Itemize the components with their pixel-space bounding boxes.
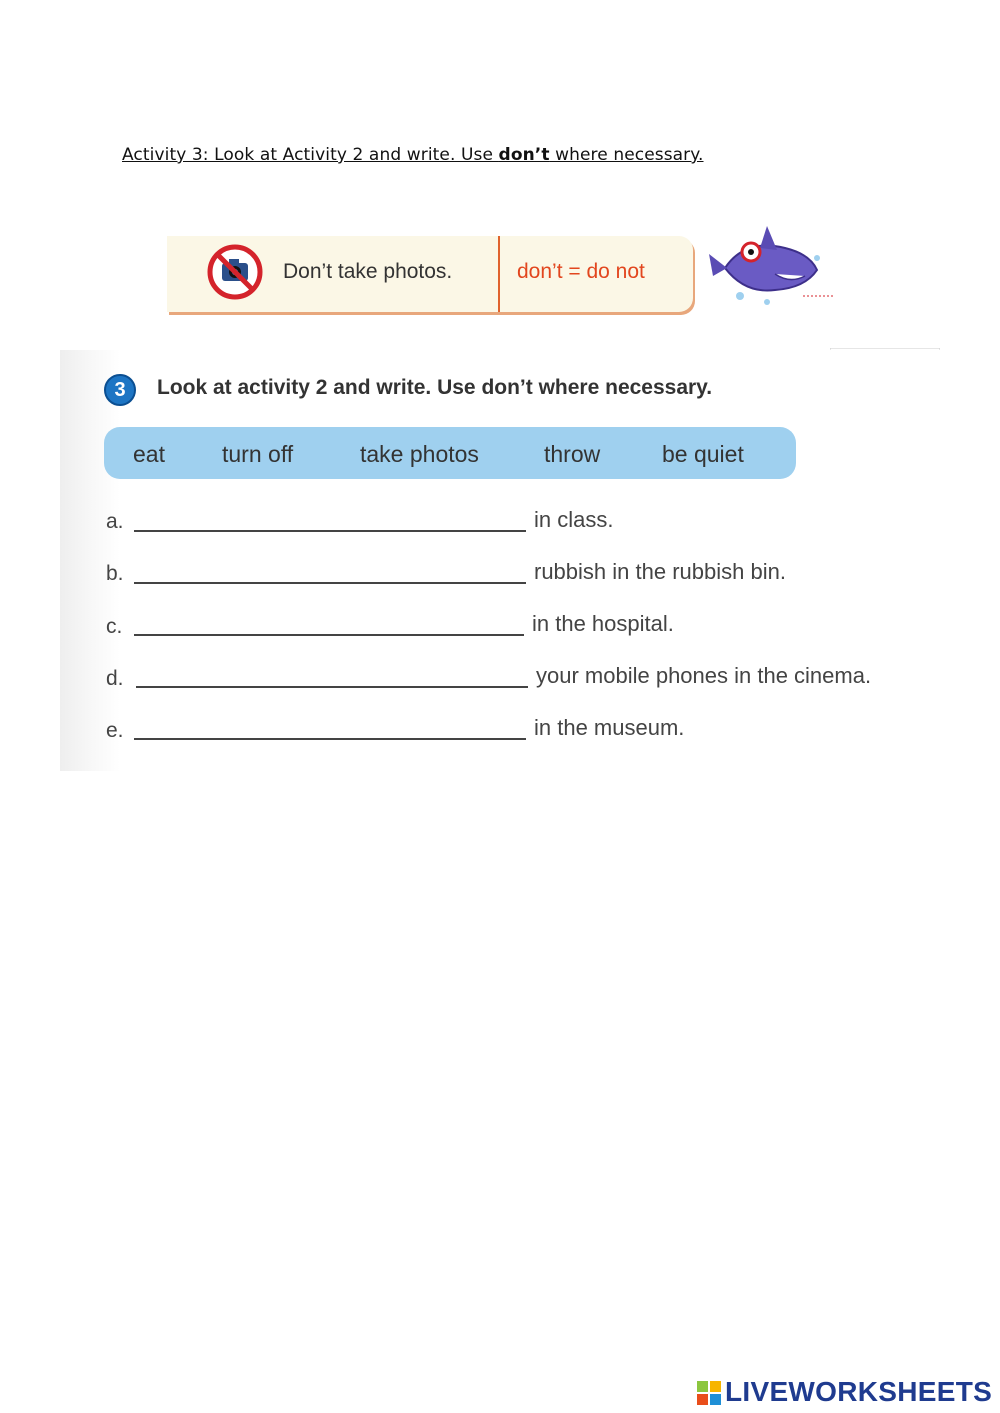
answer-blank[interactable] bbox=[134, 634, 524, 636]
word-bank-item: be quiet bbox=[662, 441, 744, 467]
heading-suffix: where necessary. bbox=[549, 145, 704, 165]
item-text: in the museum. bbox=[534, 715, 685, 740]
heading-bold-word: don’t bbox=[498, 145, 550, 165]
answer-blank[interactable] bbox=[134, 530, 526, 532]
item-letter: d. bbox=[106, 667, 124, 690]
exercise-number-badge: 3 bbox=[104, 374, 136, 406]
answer-blank[interactable] bbox=[134, 582, 526, 584]
heading-prefix: Activity 3: Look at Activity 2 and write. Use bbox=[122, 145, 499, 165]
item-text: in class. bbox=[534, 507, 614, 532]
item-letter: a. bbox=[106, 510, 124, 533]
word-bank-item: eat bbox=[133, 441, 165, 467]
exercise-instruction: Look at activity 2 and write. Use don’t where necessary. bbox=[157, 376, 713, 399]
activity-heading bbox=[122, 145, 704, 165]
item-letter: c. bbox=[106, 615, 123, 638]
exercise-panel bbox=[60, 350, 940, 771]
word-bank-item: take photos bbox=[360, 441, 479, 467]
item-text: your mobile phones in the cinema. bbox=[536, 663, 872, 688]
tip-rule: Don’t take photos. bbox=[283, 260, 453, 283]
word-bank-item: turn off bbox=[222, 441, 294, 467]
answer-blank[interactable] bbox=[136, 686, 528, 688]
item-letter: b. bbox=[106, 562, 124, 585]
item-text: in the hospital. bbox=[532, 611, 674, 636]
item-text: rubbish in the rubbish bin. bbox=[534, 559, 786, 584]
answer-blank[interactable] bbox=[134, 738, 526, 740]
liveworksheets-logo-icon bbox=[697, 1381, 721, 1405]
tip-divider bbox=[498, 236, 500, 312]
shark-mascot-icon bbox=[705, 218, 835, 318]
word-bank-item: throw bbox=[544, 441, 601, 467]
item-letter: e. bbox=[106, 719, 124, 742]
grammar-tip-banner bbox=[167, 236, 693, 312]
no-camera-icon bbox=[207, 244, 263, 300]
tip-definition: don’t = do not bbox=[517, 260, 645, 283]
brand-name: LIVEWORKSHEETS bbox=[725, 1376, 993, 1407]
